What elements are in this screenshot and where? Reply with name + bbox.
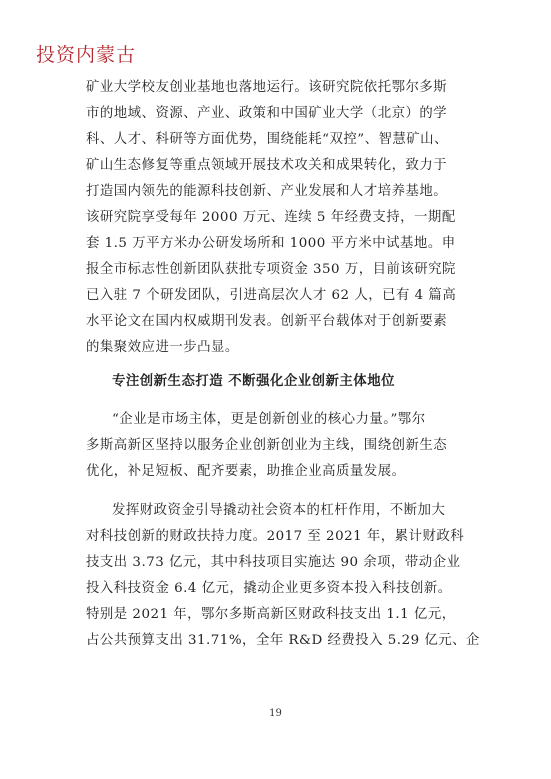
text-line: 优化，补足短板、配齐要素，助推企业高质量发展。: [86, 464, 406, 479]
text-line: 打造国内领先的能源科技创新、产业发展和人才培养基地。: [86, 184, 448, 199]
text-line: “企业是市场主体，更是创新创业的核心力量。”鄂尔: [112, 412, 426, 427]
text-line: 技支出 3.73 亿元，其中科技项目实施达 90 余项，带动企业: [86, 555, 461, 570]
text-line: 投入科技资金 6.4 亿元，撬动企业更多资本投入科技创新。: [86, 581, 452, 596]
section-heading: 专注创新生态打造 不断强化企业创新主体地位: [112, 373, 395, 389]
text-line: 套 1.5 万平方米办公研发场所和 1000 平方米中试基地。申: [86, 236, 456, 251]
text-line: 水平论文在国内权威期刊发表。创新平台载体对于创新要素: [86, 314, 448, 329]
text-line: 的集聚效应进一步凸显。: [86, 340, 239, 355]
text-line: 矿业大学校友创业基地也落地运行。该研究院依托鄂尔多斯: [86, 80, 448, 95]
text-line: 占公共预算支出 31.71%，全年 R&D 经费投入 5.29 亿元、企: [86, 633, 480, 648]
page-number: 19: [269, 708, 282, 719]
text-line: 报全市标志性创新团队获批专项资金 350 万，目前该研究院: [86, 262, 456, 277]
text-line: 特别是 2021 年，鄂尔多斯高新区财政科技支出 1.1 亿元，: [86, 607, 456, 622]
text-line: 对科技创新的财政扶持力度。2017 至 2021 年，累计财政科: [86, 529, 465, 544]
text-line: 市的地域、资源、产业、政策和中国矿业大学（北京）的学: [86, 106, 448, 121]
text-line: 科、人才、科研等方面优势，围绕能耗“双控”、智慧矿山、: [86, 132, 448, 147]
section-title: 投资内蒙古: [36, 44, 137, 66]
text-line: 多斯高新区坚持以服务企业创新创业为主线，围绕创新生态: [86, 438, 448, 453]
text-line: 该研究院享受每年 2000 万元、连续 5 年经费支持，一期配: [86, 210, 456, 225]
text-line: 发挥财政资金引导撬动社会资本的杠杆作用，不断加大: [112, 503, 446, 518]
text-line: 已入驻 7 个研发团队，引进高层次人才 62 人，已有 4 篇高: [86, 288, 457, 303]
text-line: 矿山生态修复等重点领域开展技术攻关和成果转化，致力于: [86, 158, 448, 173]
